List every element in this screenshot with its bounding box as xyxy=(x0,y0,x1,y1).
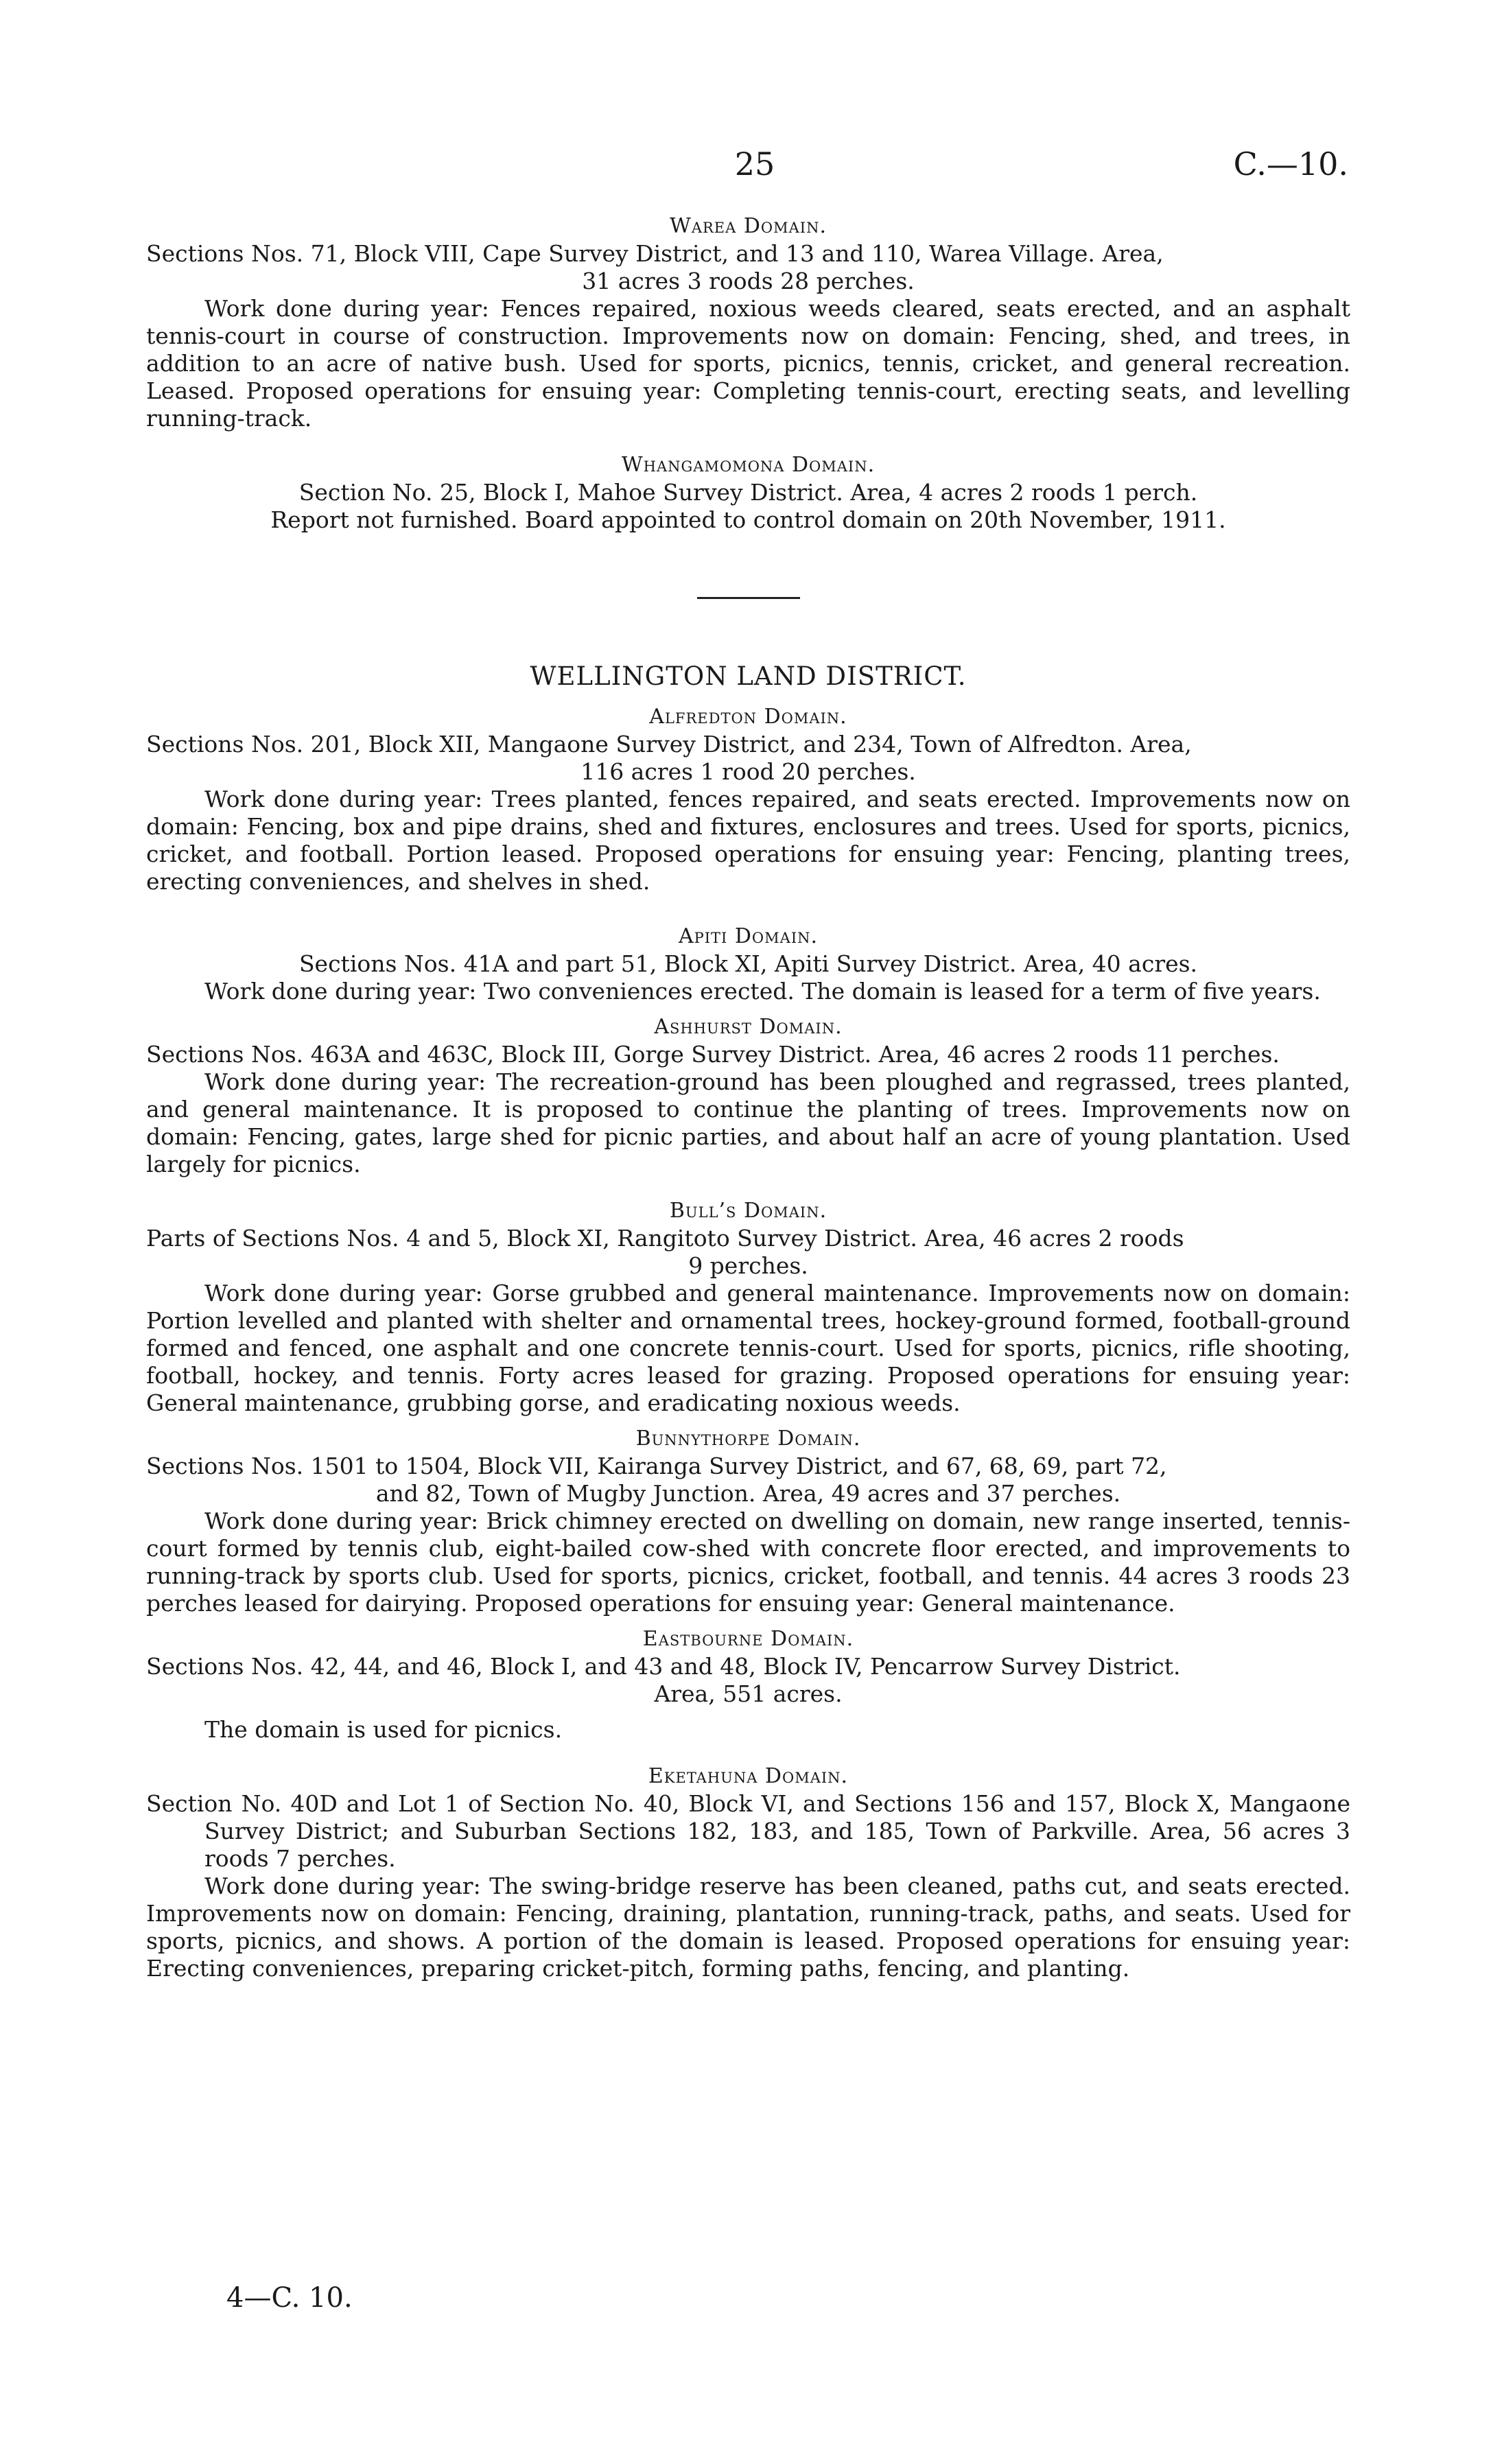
domain-entry-warea xyxy=(146,213,1350,432)
domain-location: Sections Nos. 201, Block XII, Mangaone Survey District, and 234, Town of Alfredton. Area, xyxy=(146,731,1192,758)
domain-report: Work done during year: The recreation-ground has been ploughed and regrassed, trees planted, and general maintenance. It is proposed to continue the planting of trees. Improvements now on domain: Fencing, gates, large shed for picnic parties, and about half an acre of young plantation. Used largely for picnics. xyxy=(146,1068,1350,1177)
domain-entry-bulls xyxy=(146,1197,1350,1417)
domain-heading: Bull’s Domain. xyxy=(669,1199,827,1223)
district-heading: WELLINGTON LAND DISTRICT. xyxy=(530,661,967,691)
domain-entry-alfredton xyxy=(146,703,1350,895)
domain-location: Section No. 40D and Lot 1 of Section No. 40, Block VI, and Sections 156 and 157, Block X, Mangaone Survey District; and Suburban Sections 182, 183, and 185, Town of Parkville. Area, 56 acres 3 roods 7 perches. xyxy=(146,1790,1350,1872)
domain-entry-bunnythorpe xyxy=(146,1425,1350,1617)
domain-location: Parts of Sections Nos. 4 and 5, Block XI, Rangitoto Survey District. Area, 46 acres 2 roods xyxy=(146,1225,1184,1252)
domain-entry-eastbourne xyxy=(146,1626,1350,1744)
domain-heading: Alfredton Domain. xyxy=(649,705,847,729)
domain-heading: Whangamomona Domain. xyxy=(621,453,876,477)
domain-area: 116 acres 1 rood 20 perches. xyxy=(580,758,916,785)
domain-report: Work done during year: Trees planted, fences repaired, and seats erected. Improvements now on domain: Fencing, box and pipe drains, shed and fixtures, enclosures and trees. Used for sports, picnics, cricket, and football. Portion leased. Proposed operations for ensuing year: Fencing, planting trees, erecting conveniences, and shelves in shed. xyxy=(146,786,1350,895)
domain-heading: Warea Domain. xyxy=(670,214,827,238)
domain-location: Sections Nos. 41A and part 51, Block XI, Apiti Survey District. Area, 40 acres. xyxy=(298,950,1198,977)
domain-area: Area, 551 acres. xyxy=(654,1680,843,1707)
domain-report: Work done during year: The swing-bridge reserve has been cleaned, paths cut, and seats erected. Improvements now on domain: Fencing, draining, plantation, running-track, paths, and seats. Used for sports, picnics, and shows. A portion of the domain is leased. Proposed operations for ensuing year: Erecting conveniences, preparing cricket-pitch, forming paths, fencing, and planting. xyxy=(146,1873,1350,1982)
domain-report: Work done during year: Fences repaired, noxious weeds cleared, seats erected, and an asphalt tennis-court in course of construction. Improvements now on domain: Fencing, shed, and trees, in addition to an acre of native bush. Used for sports, picnics, tennis, cricket, and general recreation. Leased. Proposed operations for ensuing year: Completing tennis-court, erecting seats, and levelling running-track. xyxy=(146,295,1350,432)
domain-heading: Apiti Domain. xyxy=(678,924,819,948)
domain-area: and 82, Town of Mugby Junction. Area, 49 acres and 37 perches. xyxy=(375,1480,1121,1507)
domain-report: The domain is used for picnics. xyxy=(204,1716,563,1743)
document-reference: C.—10. xyxy=(1233,145,1348,183)
domain-entry-eketahuna xyxy=(146,1763,1350,1982)
domain-heading: Eketahuna Domain. xyxy=(648,1764,849,1788)
page-body xyxy=(146,213,1350,1982)
domain-heading: Eastbourne Domain. xyxy=(642,1627,854,1651)
page-number: 25 xyxy=(734,145,775,183)
domain-heading: Ashhurst Domain. xyxy=(654,1015,843,1039)
domain-location: Sections Nos. 71, Block VIII, Cape Survey District, and 13 and 110, Warea Village. Area, xyxy=(146,240,1164,267)
domain-heading: Bunnythorpe Domain. xyxy=(635,1427,861,1451)
domain-entry-whangamomona xyxy=(146,451,1350,534)
domain-report: Work done during year: Gorse grubbed and general maintenance. Improvements now on domain: Portion levelled and planted with shelter and ornamental trees, hockey-ground formed, football-ground formed and fenced, one asphalt and one concrete tennis-court. Used for sports, picnics, rifle shooting, football, hockey, and tennis. Forty acres leased for grazing. Proposed operations for ensuing year: General maintenance, grubbing gorse, and eradicating noxious weeds. xyxy=(146,1280,1350,1416)
domain-report: Work done during year: Brick chimney erected on dwelling on domain, new range inserted, tennis-court formed by tennis club, eight-bailed cow-shed with concrete floor erected, and improvements to running-track by sports club. Used for sports, picnics, cricket, football, and tennis. 44 acres 3 roods 23 perches leased for dairying. Proposed operations for ensuing year: General maintenance. xyxy=(146,1507,1350,1617)
section-divider xyxy=(697,597,800,599)
domain-report: Report not furnished. Board appointed to control domain on 20th November, 1911. xyxy=(270,506,1226,533)
domain-entry-ashhurst xyxy=(146,1013,1350,1178)
domain-location: Section No. 25, Block I, Mahoe Survey District. Area, 4 acres 2 roods 1 perch. xyxy=(298,479,1198,506)
domain-location: Sections Nos. 42, 44, and 46, Block I, and 43 and 48, Block IV, Pencarrow Survey District. xyxy=(146,1653,1181,1680)
domain-location: Sections Nos. 463A and 463C, Block III, Gorge Survey District. Area, 46 acres 2 roods 11 perches. xyxy=(146,1041,1280,1068)
page-footer: 4—C. 10. xyxy=(226,2282,353,2314)
domain-location: Sections Nos. 1501 to 1504, Block VII, Kairanga Survey District, and 67, 68, 69, part 72, xyxy=(146,1453,1167,1479)
domain-area: 9 perches. xyxy=(688,1252,808,1279)
domain-report: Work done during year: Two conveniences erected. The domain is leased for a term of five years. xyxy=(204,978,1321,1005)
domain-entry-apiti xyxy=(146,923,1350,1005)
domain-area: 31 acres 3 roods 28 perches. xyxy=(582,268,915,294)
